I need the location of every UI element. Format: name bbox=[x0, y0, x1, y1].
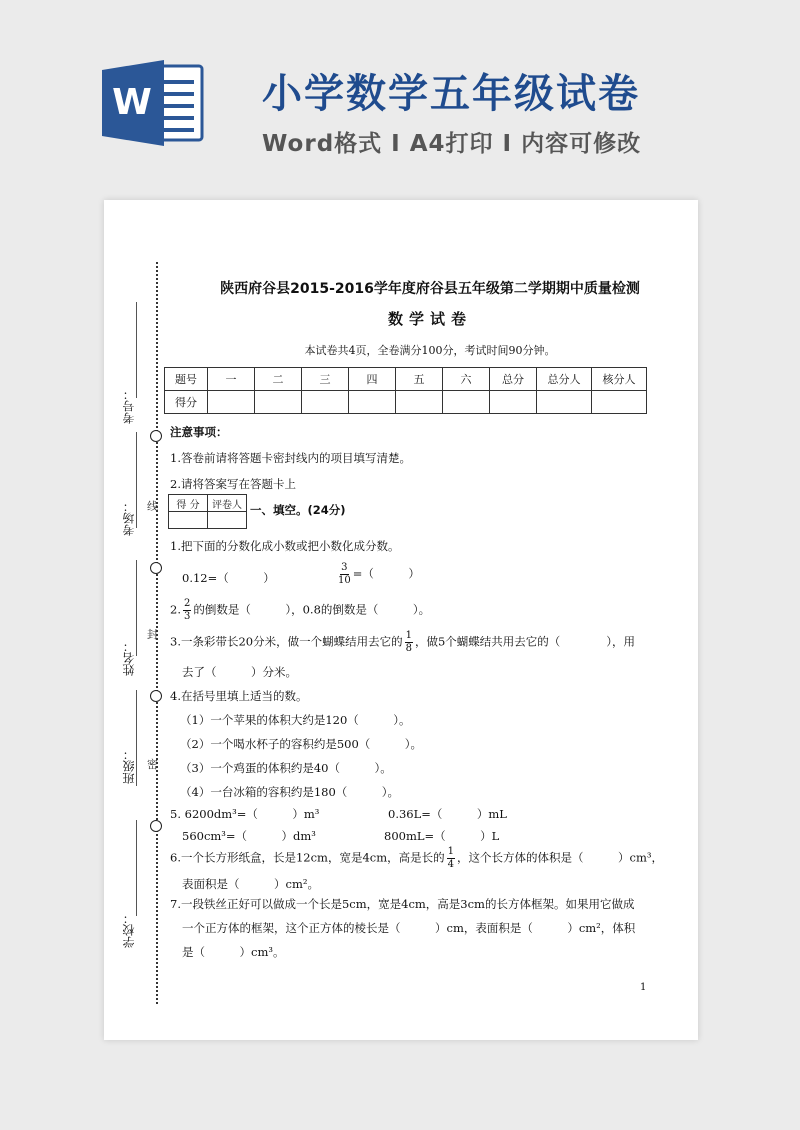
seal-char: 线 bbox=[147, 500, 158, 513]
question-3-line2: 去了（ ）分米。 bbox=[182, 665, 297, 679]
side-blank-line bbox=[136, 302, 137, 398]
grader-box bbox=[168, 494, 247, 529]
note-item: 1.答卷前请将答题卡密封线内的项目填写清楚。 bbox=[170, 451, 411, 465]
note-item: 2.请将答案写在答题卡上 bbox=[170, 477, 296, 491]
question-7-line2: 一个正方体的框架，这个正方体的棱长是（ ）cm，表面积是（ ）cm²，体积 bbox=[182, 921, 636, 935]
seal-char: 密 bbox=[147, 758, 158, 771]
score-header-cell: 三 bbox=[302, 368, 349, 391]
score-header-cell: 二 bbox=[255, 368, 302, 391]
word-icon bbox=[102, 58, 212, 148]
banner bbox=[0, 0, 800, 190]
score-row-label: 得分 bbox=[165, 391, 208, 414]
seal-circle bbox=[150, 820, 162, 832]
question-4-item: （3）一个鸡蛋的体积约是40（ ）。 bbox=[180, 761, 392, 775]
score-cell[interactable] bbox=[255, 391, 302, 414]
fraction: $\frac{2}{3}$ bbox=[183, 598, 191, 622]
score-header-cell: 题号 bbox=[165, 368, 208, 391]
question-5a: 5. 6200dm³=（ ）m³ bbox=[170, 807, 320, 821]
fraction: $\frac{1}{8}$ bbox=[405, 630, 412, 654]
question-7: 7.一段铁丝正好可以做成一个长是5cm，宽是4cm，高是3cm的长方体框架。如果用它做成 bbox=[170, 897, 635, 911]
question-5d: 800mL=（ ）L bbox=[384, 829, 500, 843]
page-number: 1 bbox=[640, 982, 647, 993]
grader-score-cell[interactable] bbox=[169, 512, 208, 529]
score-table bbox=[164, 367, 647, 414]
question-5b: 0.36L=（ ）mL bbox=[388, 807, 507, 821]
score-header-cell: 总分 bbox=[490, 368, 537, 391]
score-header-cell: 核分人 bbox=[592, 368, 647, 391]
score-cell[interactable] bbox=[349, 391, 396, 414]
side-label-name: 姓名： bbox=[122, 640, 136, 676]
side-label-exam-room: 考场： bbox=[122, 500, 136, 536]
score-cell[interactable] bbox=[396, 391, 443, 414]
question-1: 1.把下面的分数化成小数或把小数化成分数。 bbox=[170, 539, 400, 553]
fraction: $\frac{3}{10}$ bbox=[338, 562, 351, 586]
question-4-item: （4）一台冰箱的容积约是180（ ）。 bbox=[180, 785, 400, 799]
question-4: 4.在括号里填上适当的数。 bbox=[170, 689, 308, 703]
fraction: $\frac{1}{4}$ bbox=[447, 846, 454, 870]
seal-circle bbox=[150, 690, 162, 702]
grader-score-label: 得 分 bbox=[169, 495, 208, 512]
grader-marker-label: 评卷人 bbox=[208, 495, 247, 512]
question-4-item: （2）一个喝水杯子的容积约是500（ ）。 bbox=[180, 737, 423, 751]
side-blank-line bbox=[136, 820, 137, 916]
exam-subtitle: 数学试卷 bbox=[387, 310, 472, 328]
score-header-cell: 一 bbox=[208, 368, 255, 391]
score-cell[interactable] bbox=[443, 391, 490, 414]
score-table-score-row bbox=[165, 391, 647, 414]
question-6: 6.一个长方形纸盒，长是12cm，宽是4cm，高是长的 $\frac{1}{4}$ ，这个长方体的体积是（ ）cm³， bbox=[170, 846, 663, 870]
question-1b: $\frac{3}{10}$ =（ ） bbox=[338, 562, 420, 586]
banner-subtitle: Word格式 I A4打印 I 内容可修改 bbox=[262, 131, 642, 157]
question-5c: 560cm³=（ ）dm³ bbox=[182, 829, 316, 843]
seal-circle bbox=[150, 430, 162, 442]
question-3: 3.一条彩带长20分米，做一个蝴蝶结用去它的 $\frac{1}{8}$ ，做5个蝴蝶结共用去它的（ ），用 bbox=[170, 630, 636, 654]
side-label-exam-number: 考号： bbox=[122, 388, 136, 424]
word-icon-letter: W bbox=[112, 82, 152, 123]
score-header-cell: 六 bbox=[443, 368, 490, 391]
score-cell[interactable] bbox=[302, 391, 349, 414]
score-cell[interactable] bbox=[592, 391, 647, 414]
seal-circle bbox=[150, 562, 162, 574]
exam-info: 本试卷共4页，全卷满分100分，考试时间90分钟。 bbox=[304, 344, 556, 357]
question-4-item: （1）一个苹果的体积大约是120（ ）。 bbox=[180, 713, 411, 727]
exam-title: 陕西府谷县2015-2016学年度府谷县五年级第二学期期中质量检测 bbox=[220, 281, 640, 297]
score-header-cell: 四 bbox=[349, 368, 396, 391]
question-6-line2: 表面积是（ ）cm²。 bbox=[182, 877, 319, 891]
question-1a: 0.12=（ ） bbox=[182, 571, 275, 585]
score-header-cell: 总分人 bbox=[537, 368, 592, 391]
question-7-line3: 是（ ）cm³。 bbox=[182, 945, 285, 959]
score-header-cell: 五 bbox=[396, 368, 443, 391]
side-label-class: 班级： bbox=[122, 748, 136, 784]
score-table-header-row bbox=[165, 368, 647, 391]
score-cell[interactable] bbox=[208, 391, 255, 414]
notes-title: 注意事项： bbox=[170, 425, 228, 439]
side-label-school: 学校： bbox=[122, 912, 136, 948]
score-cell[interactable] bbox=[490, 391, 537, 414]
question-2: 2. $\frac{2}{3}$ 的倒数是（ ），0.8的倒数是（ ）。 bbox=[170, 598, 431, 622]
section-title: 一、填空。(24分) bbox=[250, 503, 346, 517]
exam-paper bbox=[104, 200, 698, 1040]
banner-title: 小学数学五年级试卷 bbox=[262, 71, 640, 117]
grader-marker-cell[interactable] bbox=[208, 512, 247, 529]
seal-char: 封 bbox=[147, 628, 158, 641]
score-cell[interactable] bbox=[537, 391, 592, 414]
